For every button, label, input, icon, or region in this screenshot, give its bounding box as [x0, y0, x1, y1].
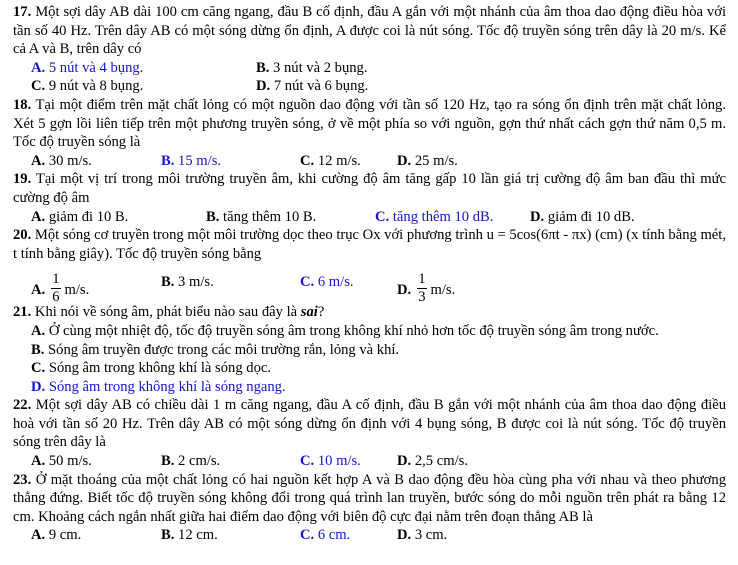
option-a: A. $\frac{1}{6}$ m/s.	[31, 271, 90, 306]
option-b: B. 12 cm.	[161, 527, 218, 544]
option-c: C. 10 m/s.	[300, 453, 361, 470]
question-23	[13, 471, 726, 545]
question-text: Một sợi dây AB dài 100 cm căng ngang, đầu B cố định, đầu A gắn với một nhánh của âm thoa dao động điều hòa với tần số 40 Hz. Trên dây AB có một sóng dừng ổn định, A được coi là nút sóng. Tốc độ truyền sóng trên dây là 20 m/s. Kể cả A và B, trên dây có	[13, 4, 726, 58]
question-text: Một sóng cơ truyền trong một môi trường dọc theo trục Ox với phương trình u = 5cos(6πt - πx) (cm) (x tính bằng mét, t tính bằng giây). Tốc độ truyền sóng bằng	[13, 227, 726, 262]
option-b: B. Sóng âm truyền được trong các môi trường rắn, lỏng và khí.	[31, 341, 400, 358]
option-a: A. giảm đi 10 B.	[31, 208, 129, 225]
options-row	[13, 208, 726, 227]
option-d: D. $\frac{1}{3}$ m/s.	[397, 271, 456, 306]
question-20-stem	[13, 226, 726, 263]
option-c: C. 12 m/s.	[300, 152, 361, 169]
question-21	[13, 303, 726, 396]
question-text: Ở mặt thoáng của một chất lỏng có hai nguồn kết hợp A và B dao động đều hòa cùng pha với nhau và theo phương thẳng đứng. Biết tốc độ truyền sóng không đổi trong quá trình lan truyền, bước sóng do mỗi nguồn trên phát ra bằng 12 cm. Khoảng cách ngắn nhất giữa hai điểm dao động với biên độ cực đại nằm trên đoạn thẳng AB là	[13, 471, 726, 525]
question-number: 23.	[13, 471, 32, 488]
option-a: A. 5 nút và 4 bụng.	[31, 59, 144, 76]
option-c: C. 6 cm.	[300, 527, 351, 544]
question-19-stem	[13, 170, 726, 207]
question-text: Khi nói về sóng âm, phát biểu nào sau đây là	[34, 304, 298, 321]
question-17-stem	[13, 3, 726, 59]
option-a: A. Ở cùng một nhiệt độ, tốc độ truyền sóng âm trong không khí nhỏ hơn tốc độ truyền sóng âm trong nước.	[31, 322, 659, 339]
question-21-stem: 21. Khi nói về sóng âm, phát biểu nào sau đây là sai?	[13, 304, 325, 321]
option-b: B. 15 m/s.	[161, 152, 222, 169]
question-20	[13, 226, 726, 306]
option-a: A. 30 m/s.	[31, 152, 92, 169]
options-row	[13, 452, 726, 471]
option-d: D. 25 m/s.	[397, 152, 458, 169]
question-23-stem	[13, 471, 726, 527]
question-number: 21.	[13, 304, 32, 321]
question-text: Tại một vị trí trong môi trường truyền âm, khi cường độ âm tăng gấp 10 lần giá trị cường độ âm ban đầu thì mức cường độ âm	[13, 171, 726, 206]
option-c: C. 6 m/s.	[300, 274, 354, 291]
options-row	[13, 77, 726, 96]
option-d: D. 7 nút và 6 bụng.	[256, 78, 369, 95]
options-row	[13, 59, 726, 78]
option-a: A. 50 m/s.	[31, 453, 92, 470]
option-d: D. 2,5 cm/s.	[397, 453, 468, 470]
question-18	[13, 96, 726, 170]
options-row	[13, 152, 726, 171]
option-b: B. 3 m/s.	[161, 274, 214, 291]
question-19	[13, 170, 726, 226]
options-row	[13, 526, 726, 545]
fraction: $\frac{1}{3}$	[418, 271, 426, 306]
option-a: A. 9 cm.	[31, 527, 82, 544]
question-number: 18.	[13, 96, 32, 113]
question-17	[13, 3, 726, 96]
option-b: B. tăng thêm 10 B.	[206, 208, 317, 225]
question-number: 22.	[13, 397, 32, 414]
option-c: C. tăng thêm 10 dB.	[375, 208, 494, 225]
emphasis-word: sai	[300, 304, 318, 321]
fraction: $\frac{1}{6}$	[52, 271, 60, 306]
option-b: B. 2 cm/s.	[161, 453, 221, 470]
question-number: 19.	[13, 171, 32, 188]
option-c: C. Sóng âm trong không khí là sóng dọc.	[31, 360, 271, 377]
option-b: B. 3 nút và 2 bụng.	[256, 59, 368, 76]
option-d: D. 3 cm.	[397, 527, 448, 544]
question-number: 20.	[13, 227, 32, 244]
question-22-stem	[13, 396, 726, 452]
option-c: C. 9 nút và 8 bụng.	[31, 78, 144, 95]
option-d: D. Sóng âm trong không khí là sóng ngang.	[31, 378, 286, 395]
question-text: Tại một điểm trên mặt chất lỏng có một nguồn dao động với tần số 120 Hz, tạo ra sóng ổn định trên mặt chất lỏng. Xét 5 gợn lồi liên tiếp trên một phương truyền sóng, ở về một phía so với nguồn, gợn thứ nhất cách gợn thứ năm 0,5 m. Tốc độ truyền sóng là	[13, 96, 727, 151]
options-row	[13, 263, 726, 306]
question-text: Một sợi dây AB có chiều dài 1 m căng ngang, đầu A cố định, đầu B gắn với một nhánh của âm thoa dao động điều hoà với tần số 20 Hz. Trên dây AB có một sóng dừng ổn định với 4 bụng sóng, B được coi là nút sóng. Tốc độ truyền sóng trên dây là	[13, 397, 726, 451]
question-22	[13, 396, 726, 470]
question-18-stem	[13, 96, 726, 152]
question-number: 17.	[13, 4, 32, 20]
option-d: D. giảm đi 10 dB.	[530, 208, 635, 225]
